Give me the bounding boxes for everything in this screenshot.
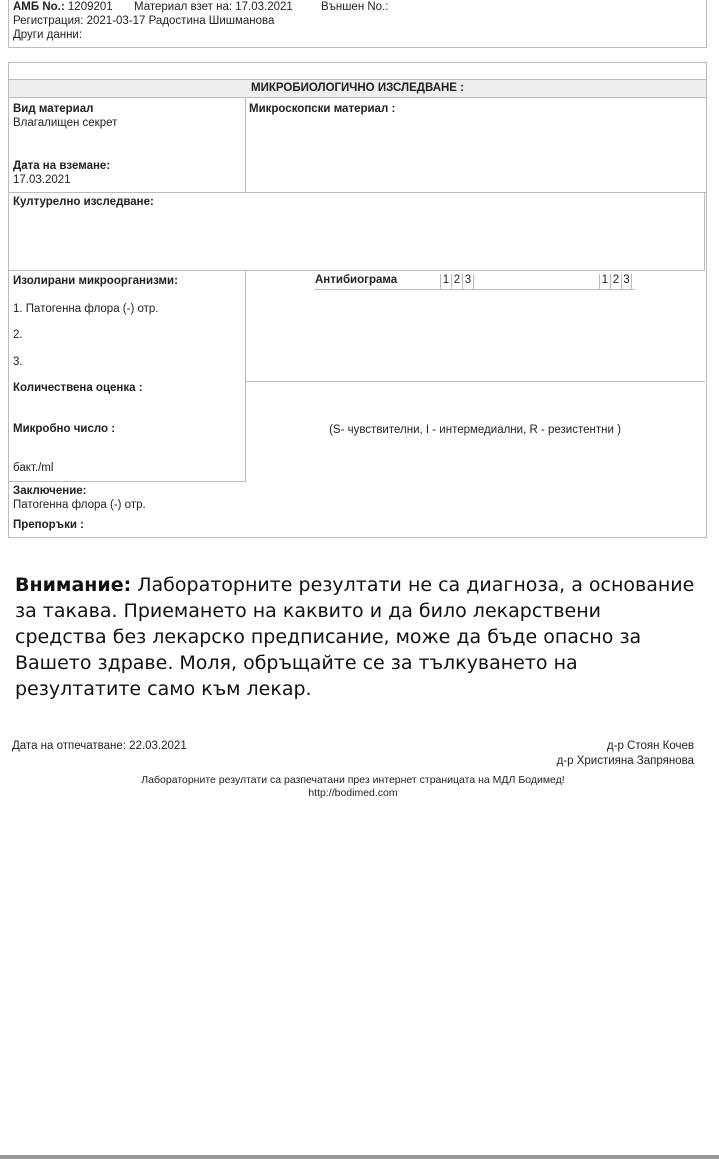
- exam-title: МИКРОБИОЛОГИЧНО ИЗСЛЕДВАНЕ :: [9, 79, 706, 98]
- material-type-value: Влагалищен секрет: [13, 117, 118, 129]
- warning-body: Лабораторните резултати не са диагноза, а основание за такава. Приемането на каквито и да било лекарствени средства без лекарско предписание, може да бъде опасно за Вашето здраве. Моля, обръщайте се за тълкуването на резултатите само към лекар.: [15, 574, 695, 700]
- registration: Регистрация: 2021-03-17 Радостина Шишманова: [13, 15, 275, 27]
- organism-1: 1. Патогенна флора (-) отр.: [13, 303, 159, 315]
- material-type-label: Вид материал: [13, 103, 94, 115]
- microscopic-label: Микроскопски материал :: [249, 103, 396, 115]
- external-no: Външен No.:: [321, 1, 389, 13]
- recommendations-label: Препоръки :: [13, 519, 84, 531]
- col-1: 1: [440, 274, 451, 289]
- col-2: 2: [451, 274, 462, 289]
- amb-value: 1209201: [67, 1, 113, 13]
- organism-3: 3.: [13, 356, 23, 368]
- exam-box: [8, 62, 707, 538]
- col-3b: 3: [621, 274, 632, 289]
- warning-text: [15, 572, 695, 702]
- col-2b: 2: [610, 274, 621, 289]
- conclusion-label: Заключение:: [13, 485, 87, 497]
- organism-2: 2.: [13, 329, 23, 341]
- doctor-2: д-р Християна Запрянова: [556, 755, 694, 767]
- print-note: Лабораторните резултати са разпечатани през интернет страницата на МДЛ Бодимед!: [141, 774, 565, 786]
- date-value: 17.03.2021: [13, 174, 71, 186]
- unit: бакт./ml: [13, 462, 54, 474]
- other-data: Други данни:: [13, 29, 83, 41]
- date-label: Дата на вземане:: [13, 160, 111, 172]
- material-taken: Материал взет на: 17.03.2021: [134, 1, 293, 13]
- warning-bold: Внимание:: [15, 574, 132, 596]
- isolated-label: Изолирани микроорганизми:: [13, 275, 178, 287]
- website-link[interactable]: http://bodimed.com: [308, 787, 398, 799]
- col-1b: 1: [599, 274, 610, 289]
- antibiogram-label: Антибиограма: [315, 274, 398, 286]
- antibiogram-header: [315, 274, 635, 290]
- col-3: 3: [462, 274, 473, 289]
- microbial-count-label: Микробно число :: [13, 423, 116, 435]
- amb-line: [13, 1, 113, 13]
- culture-label: Културелно изследване:: [13, 196, 154, 208]
- conclusion-value: Патогенна флора (-) отр.: [13, 499, 146, 511]
- sir-legend: (S- чувствителни, I - интермедиални, R - резистентни ): [329, 424, 621, 436]
- quantitative-label: Количествена оценка :: [13, 382, 143, 394]
- amb-label: АМБ No.:: [13, 1, 65, 13]
- print-date: Дата на отпечатване: 22.03.2021: [12, 740, 187, 752]
- doctor-1: д-р Стоян Кочев: [606, 740, 694, 752]
